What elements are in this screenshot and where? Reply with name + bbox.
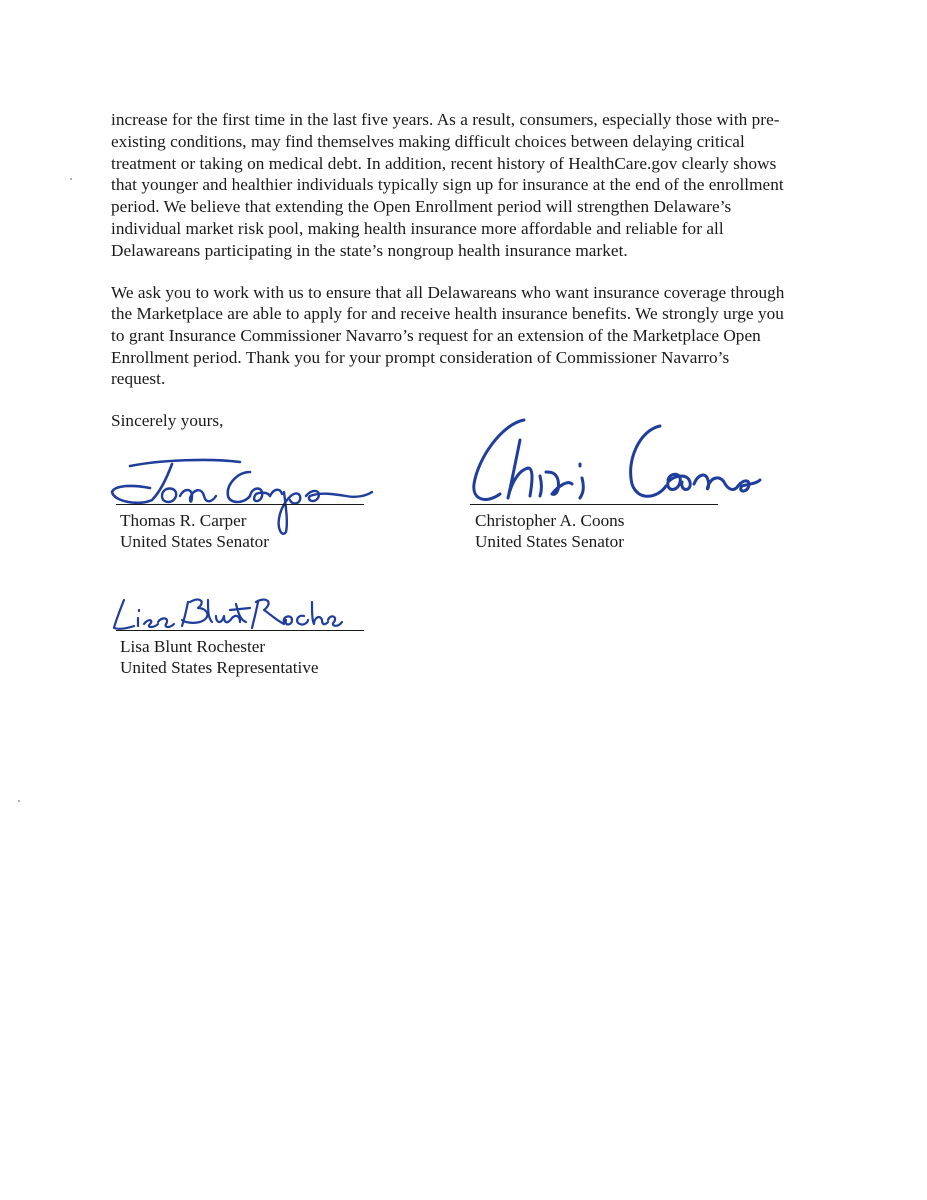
- signatory-title: United States Representative: [120, 658, 319, 677]
- paragraph-line: increase for the first time in the last five years. As a result, consumers, especially those with pre-: [111, 110, 780, 129]
- paragraph-line: period. We believe that extending the Open Enrollment period will strengthen Delaware’s: [111, 197, 732, 216]
- paragraph-line: the Marketplace are able to apply for and receive health insurance benefits. We strongly urge you: [111, 304, 784, 323]
- signatory-title: United States Senator: [120, 532, 269, 551]
- paragraph-line: Enrollment period. Thank you for your prompt consideration of Commissioner Navarro’s: [111, 348, 730, 367]
- signature-coons: [462, 410, 762, 510]
- paragraph-line: to grant Insurance Commissioner Navarro’s request for an extension of the Marketplace Open: [111, 326, 761, 345]
- scan-speck: [70, 178, 72, 180]
- signature-blunt-rochester: [108, 592, 348, 640]
- paragraph-line: individual market risk pool, making health insurance more affordable and reliable for all: [111, 219, 724, 238]
- paragraph-line: Delawareans participating in the state’s nongroup health insurance market.: [111, 241, 628, 260]
- paragraph-line: that younger and healthier individuals typically sign up for insurance at the end of the enrollment: [111, 175, 784, 194]
- paragraph-line: We ask you to work with us to ensure that all Delawareans who want insurance coverage through: [111, 283, 785, 302]
- paragraph-line: existing conditions, may find themselves making difficult choices between delaying critical: [111, 132, 745, 151]
- signature-line: [116, 630, 364, 631]
- signatory-title: United States Senator: [475, 532, 624, 551]
- paragraph-line: request.: [111, 369, 166, 388]
- signatory-name: Lisa Blunt Rochester: [120, 637, 266, 656]
- closing-text: Sincerely yours,: [111, 411, 224, 430]
- signature-line: [470, 504, 718, 505]
- signature-line: [116, 504, 364, 505]
- scan-speck: [18, 800, 20, 802]
- signatory-name: Christopher A. Coons: [475, 511, 625, 530]
- paragraph-line: treatment or taking on medical debt. In addition, recent history of HealthCare.gov clearly shows: [111, 154, 777, 173]
- signatory-name: Thomas R. Carper: [120, 511, 247, 530]
